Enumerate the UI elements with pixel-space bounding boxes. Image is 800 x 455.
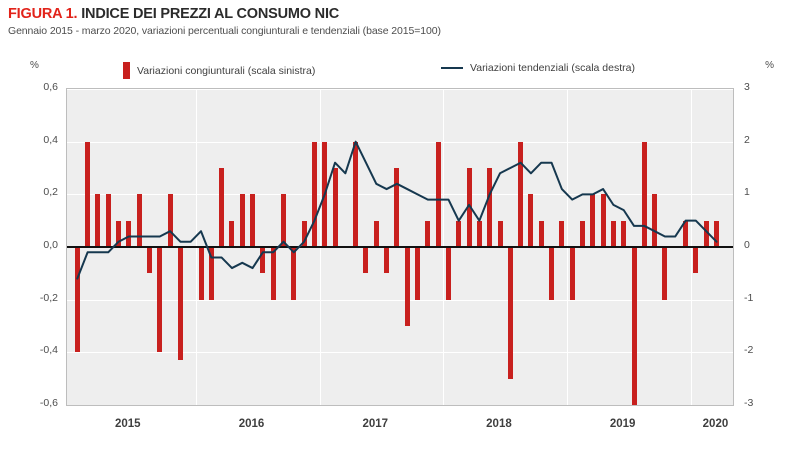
chart-container	[8, 52, 792, 448]
legend-item-congiunturali	[123, 62, 315, 79]
figure-label: FIGURA 1.	[8, 6, 78, 22]
figure-subtitle: Gennaio 2015 - marzo 2020, variazioni percentuali congiunturali e tendenziali (base 2015=100)	[8, 25, 441, 37]
tendenziali-line	[67, 89, 733, 405]
y2-tick-label: -1	[744, 291, 754, 304]
right-axis-unit: %	[765, 60, 774, 71]
y2-tick-label: 3	[744, 81, 750, 93]
y-tick-label: 0,0	[43, 239, 58, 251]
x-tick-label: 2015	[115, 418, 141, 430]
left-axis-unit: %	[30, 60, 39, 71]
y-tick-label: -0,6	[39, 397, 58, 409]
x-tick-label: 2018	[486, 418, 512, 430]
chart-legend	[118, 62, 718, 82]
y2-tick-label: -3	[744, 397, 754, 409]
y-tick-label: 0,6	[43, 81, 58, 93]
plot-area	[66, 88, 734, 406]
x-tick-label: 2016	[238, 418, 265, 430]
y2-tick-label: 2	[744, 133, 750, 146]
y2-tick-label: 0	[744, 239, 750, 251]
y2-tick-label: -2	[744, 344, 754, 357]
bar-swatch-icon	[123, 62, 130, 79]
y-tick-label: 0,4	[43, 133, 58, 146]
y-tick-label: 0,2	[43, 186, 58, 199]
y-tick-label: -0,2	[39, 291, 58, 304]
x-tick-label: 2019	[609, 418, 636, 430]
y-tick-label: -0,4	[39, 344, 58, 357]
x-tick-label: 2017	[362, 418, 389, 430]
figure-header	[8, 6, 792, 37]
legend-item-tendenziali	[441, 62, 635, 74]
page-title	[8, 6, 792, 22]
y2-tick-label: 1	[744, 186, 750, 199]
figure-title: INDICE DEI PREZZI AL CONSUMO NIC	[81, 6, 340, 22]
legend-label-tendenziali: Variazioni tendenziali (scala destra)	[470, 62, 635, 74]
legend-label-congiunturali: Variazioni congiunturali (scala sinistra)	[137, 64, 316, 77]
x-tick-label: 2020	[702, 418, 729, 430]
line-swatch-icon	[441, 67, 463, 69]
plot-inner	[67, 89, 733, 405]
